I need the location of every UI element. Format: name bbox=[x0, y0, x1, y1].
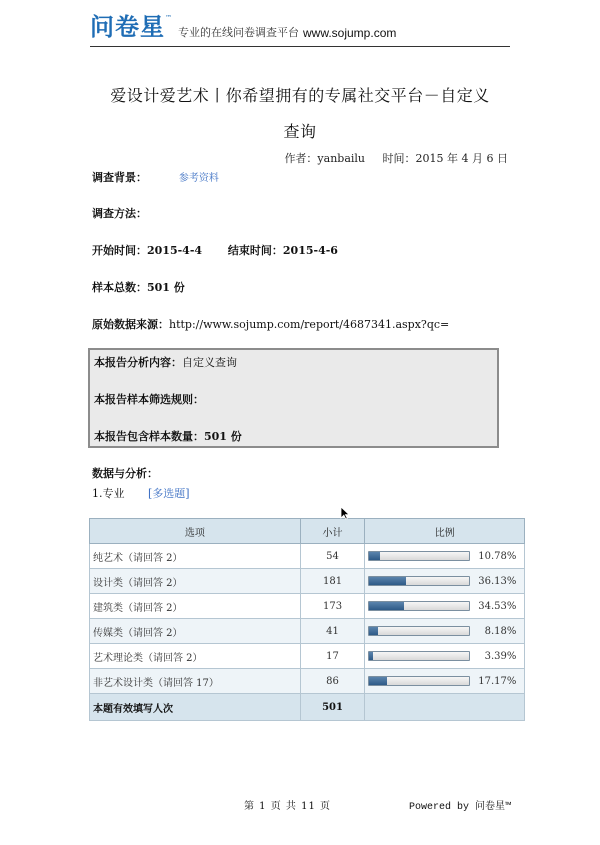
row-count: 54 bbox=[300, 544, 365, 569]
title-line-1: 爱设计爱艺术丨你希望拥有的专属社交平台－自定义 bbox=[110, 86, 490, 105]
header-ratio: 比例 bbox=[365, 519, 525, 544]
content-label: 本报告分析内容： bbox=[94, 356, 182, 369]
results-table bbox=[89, 518, 525, 721]
filter-label: 本报告样本筛选规则： bbox=[94, 393, 204, 406]
title-line-2: 查询 bbox=[283, 122, 317, 141]
row-ratio bbox=[365, 619, 525, 644]
count-value: 501 份 bbox=[204, 430, 242, 443]
row-count: 181 bbox=[300, 569, 365, 594]
ratio-bar-fill bbox=[369, 552, 380, 560]
table-row bbox=[90, 594, 525, 619]
analysis-heading: 数据与分析： bbox=[92, 467, 158, 480]
row-option: 非艺术设计类（请回答 17） bbox=[90, 669, 301, 694]
sojump-logo bbox=[90, 14, 396, 40]
header-option: 选项 bbox=[90, 519, 301, 544]
total-label: 本题有效填写人次 bbox=[90, 694, 301, 721]
author-label: 作者：yanbailu bbox=[284, 152, 366, 165]
header-divider bbox=[90, 46, 510, 47]
ratio-bar bbox=[368, 626, 470, 636]
ratio-bar bbox=[368, 676, 470, 686]
sample-field bbox=[92, 279, 185, 295]
ratio-bar bbox=[368, 551, 470, 561]
row-count: 173 bbox=[300, 594, 365, 619]
sample-value: 501 份 bbox=[147, 281, 185, 294]
row-option: 纯艺术（请回答 2） bbox=[90, 544, 301, 569]
table-header-row bbox=[90, 519, 525, 544]
total-value: 501 bbox=[300, 694, 365, 721]
content-value: 自定义查询 bbox=[182, 356, 237, 369]
row-option: 传媒类（请回答 2） bbox=[90, 619, 301, 644]
background-label: 调查背景： bbox=[92, 171, 147, 184]
table-row bbox=[90, 569, 525, 594]
total-ratio-empty bbox=[365, 694, 525, 721]
start-label: 开始时间： bbox=[92, 244, 147, 257]
table-row bbox=[90, 644, 525, 669]
table-row bbox=[90, 619, 525, 644]
method-label: 调查方法： bbox=[92, 207, 147, 220]
ratio-percent: 17.17% bbox=[478, 675, 517, 687]
date-label: 时间：2015 年 4 月 6 日 bbox=[382, 152, 508, 165]
powered-by: Powered by 问卷星™ bbox=[409, 802, 512, 813]
source-label: 原始数据来源： bbox=[92, 318, 169, 331]
row-ratio bbox=[365, 644, 525, 669]
row-count: 86 bbox=[300, 669, 365, 694]
ratio-percent: 36.13% bbox=[478, 575, 517, 587]
logo-text: 问卷星 bbox=[90, 13, 165, 41]
page-number: 第 1 页 共 11 页 bbox=[244, 801, 331, 812]
method-field bbox=[92, 205, 147, 221]
source-url: http://www.sojump.com/report/4687341.aspx?qc= bbox=[169, 318, 450, 331]
background-field bbox=[92, 169, 219, 185]
filter-row bbox=[94, 391, 204, 407]
ratio-bar-fill bbox=[369, 677, 386, 685]
row-ratio bbox=[365, 569, 525, 594]
logo-tagline: 专业的在线问卷调查平台 bbox=[178, 26, 299, 39]
report-title bbox=[90, 78, 510, 150]
ratio-bar bbox=[368, 601, 470, 611]
reference-link[interactable]: 参考资料 bbox=[178, 173, 219, 184]
time-field bbox=[92, 242, 338, 258]
ratio-percent: 34.53% bbox=[478, 600, 517, 612]
ratio-bar-fill bbox=[369, 627, 377, 635]
ratio-bar-fill bbox=[369, 602, 404, 610]
ratio-bar-fill bbox=[369, 577, 405, 585]
row-count: 17 bbox=[300, 644, 365, 669]
count-label: 本报告包含样本数量： bbox=[94, 430, 204, 443]
count-row bbox=[94, 428, 242, 444]
header-count: 小计 bbox=[300, 519, 365, 544]
source-field bbox=[92, 316, 449, 332]
sample-label: 样本总数： bbox=[92, 281, 147, 294]
row-count: 41 bbox=[300, 619, 365, 644]
ratio-bar bbox=[368, 651, 470, 661]
question-type: [多选题] bbox=[148, 487, 190, 500]
logo-url: www.sojump.com bbox=[303, 26, 397, 40]
report-meta bbox=[270, 150, 508, 166]
table-row bbox=[90, 669, 525, 694]
mouse-cursor-icon bbox=[340, 506, 350, 523]
ratio-percent: 3.39% bbox=[484, 650, 517, 662]
ratio-percent: 8.18% bbox=[484, 625, 517, 637]
row-option: 设计类（请回答 2） bbox=[90, 569, 301, 594]
row-option: 建筑类（请回答 2） bbox=[90, 594, 301, 619]
row-ratio bbox=[365, 594, 525, 619]
ratio-bar bbox=[368, 576, 470, 586]
logo-trademark: ™ bbox=[165, 14, 172, 22]
row-ratio bbox=[365, 669, 525, 694]
table-row bbox=[90, 544, 525, 569]
row-option: 艺术理论类（请回答 2） bbox=[90, 644, 301, 669]
start-value: 2015-4-4 bbox=[147, 244, 203, 257]
ratio-percent: 10.78% bbox=[478, 550, 517, 562]
question-header bbox=[92, 485, 190, 501]
table-total-row bbox=[90, 694, 525, 721]
content-row bbox=[94, 354, 237, 370]
summary-box bbox=[88, 348, 499, 448]
end-value: 2015-4-6 bbox=[282, 244, 338, 257]
end-label: 结束时间： bbox=[227, 244, 283, 257]
ratio-bar-fill bbox=[369, 652, 372, 660]
row-ratio bbox=[365, 544, 525, 569]
question-title: 1.专业 bbox=[92, 487, 125, 500]
